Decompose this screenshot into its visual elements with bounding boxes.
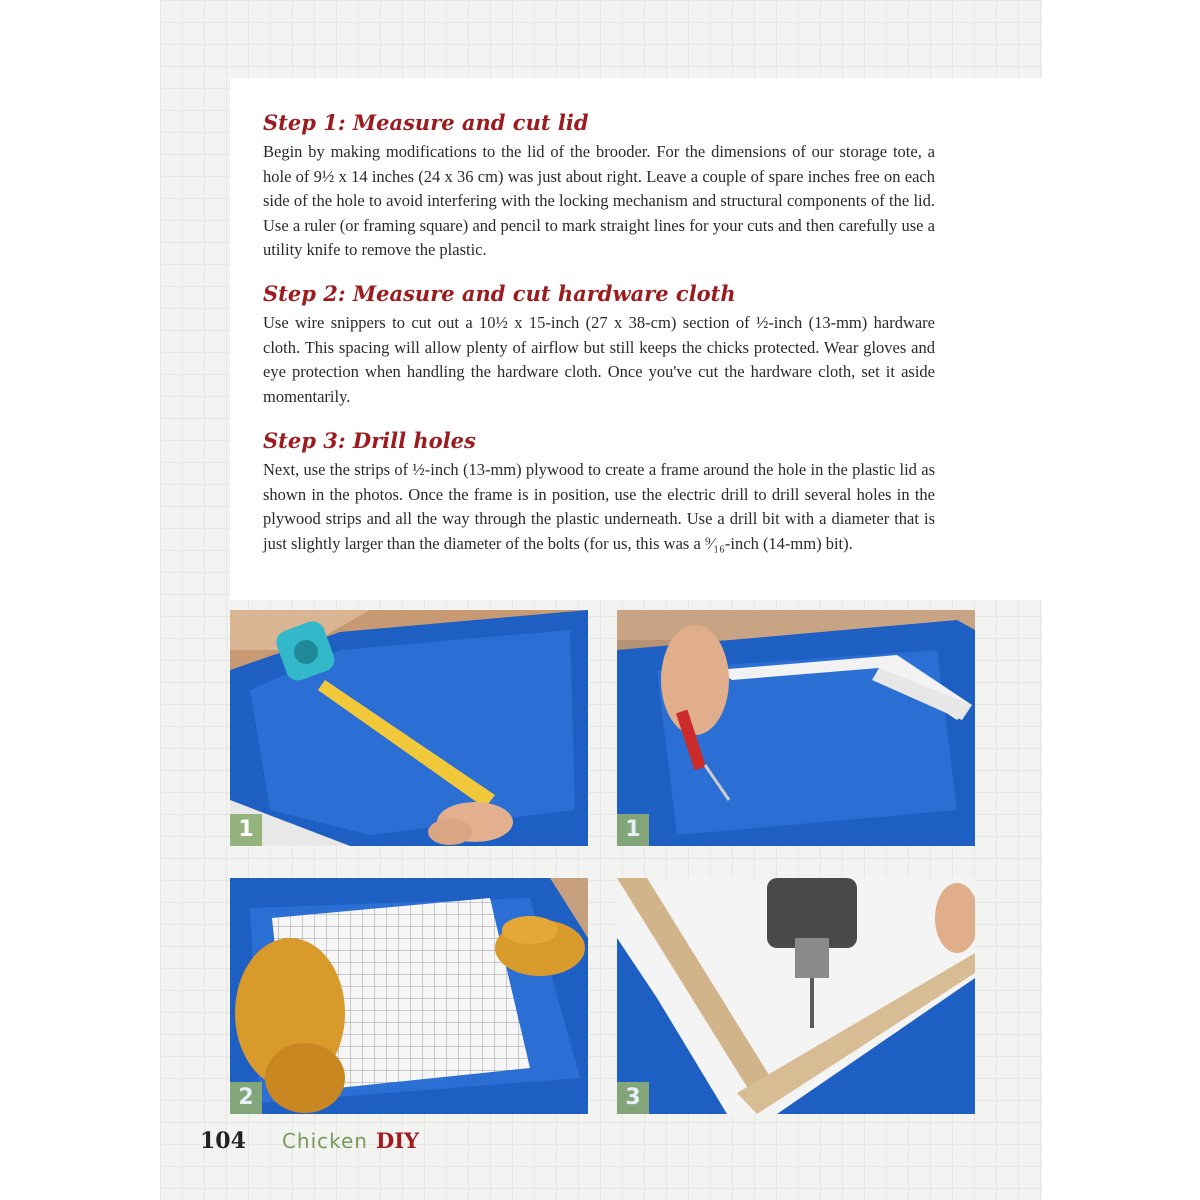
step-1-heading: Step 1: Measure and cut lid xyxy=(263,110,589,135)
photo-tape-measure xyxy=(230,610,588,846)
step-2-heading: Step 2: Measure and cut hardware cloth xyxy=(263,281,736,306)
step-2-body: Use wire snippers to cut out a 10½ x 15-inch (27 x 38-cm) section of ½-inch (13-mm) hardware cloth. This spacing will allow plenty of airflow but still keeps the chicks protected. Wear gloves and eye protection when handling the hardware cloth. Once you've cut the hardware cloth, set it aside momentarily. xyxy=(263,313,935,406)
photo-badge: 1 xyxy=(230,814,262,846)
photo-hardware-cloth xyxy=(230,878,588,1114)
page-number: 104 xyxy=(200,1128,246,1154)
photo-badge: 2 xyxy=(230,1082,262,1114)
page-footer xyxy=(200,1128,419,1168)
step-1-body: Begin by making modifications to the lid of the brooder. For the dimensions of our storage tote, a hole of 9½ x 14 inches (24 x 36 cm) was just about right. Leave a couple of spare inches free on each side of the hole to avoid interfering with the locking mechanism and structural components of the lid. Use a ruler (or framing square) and pencil to mark straight lines for your cuts and then carefully use a utility knife to remove the plastic. xyxy=(263,142,935,260)
step-3-body: Next, use the strips of ½-inch (13-mm) plywood to create a frame around the hole in the plastic lid as shown in the photos. Once the frame is in position, use the electric drill to drill several holes in the plywood strips and all the way through the plastic underneath. Use a drill bit with a diameter that is just slightly larger than the diameter of the bolts (for us, this was a ⁹⁄₁₆-inch (14-mm) bit). xyxy=(263,460,935,553)
photo-badge: 1 xyxy=(617,814,649,846)
book-title-chicken: Chicken xyxy=(281,1129,368,1153)
step-2 xyxy=(263,281,935,409)
step-1 xyxy=(263,110,935,263)
photo-drill xyxy=(617,878,975,1114)
step-3 xyxy=(263,428,935,556)
photo-badge: 3 xyxy=(617,1082,649,1114)
book-title-diy: DIY xyxy=(375,1128,420,1153)
step-3-heading: Step 3: Drill holes xyxy=(263,428,476,453)
photo-utility-knife xyxy=(617,610,975,846)
